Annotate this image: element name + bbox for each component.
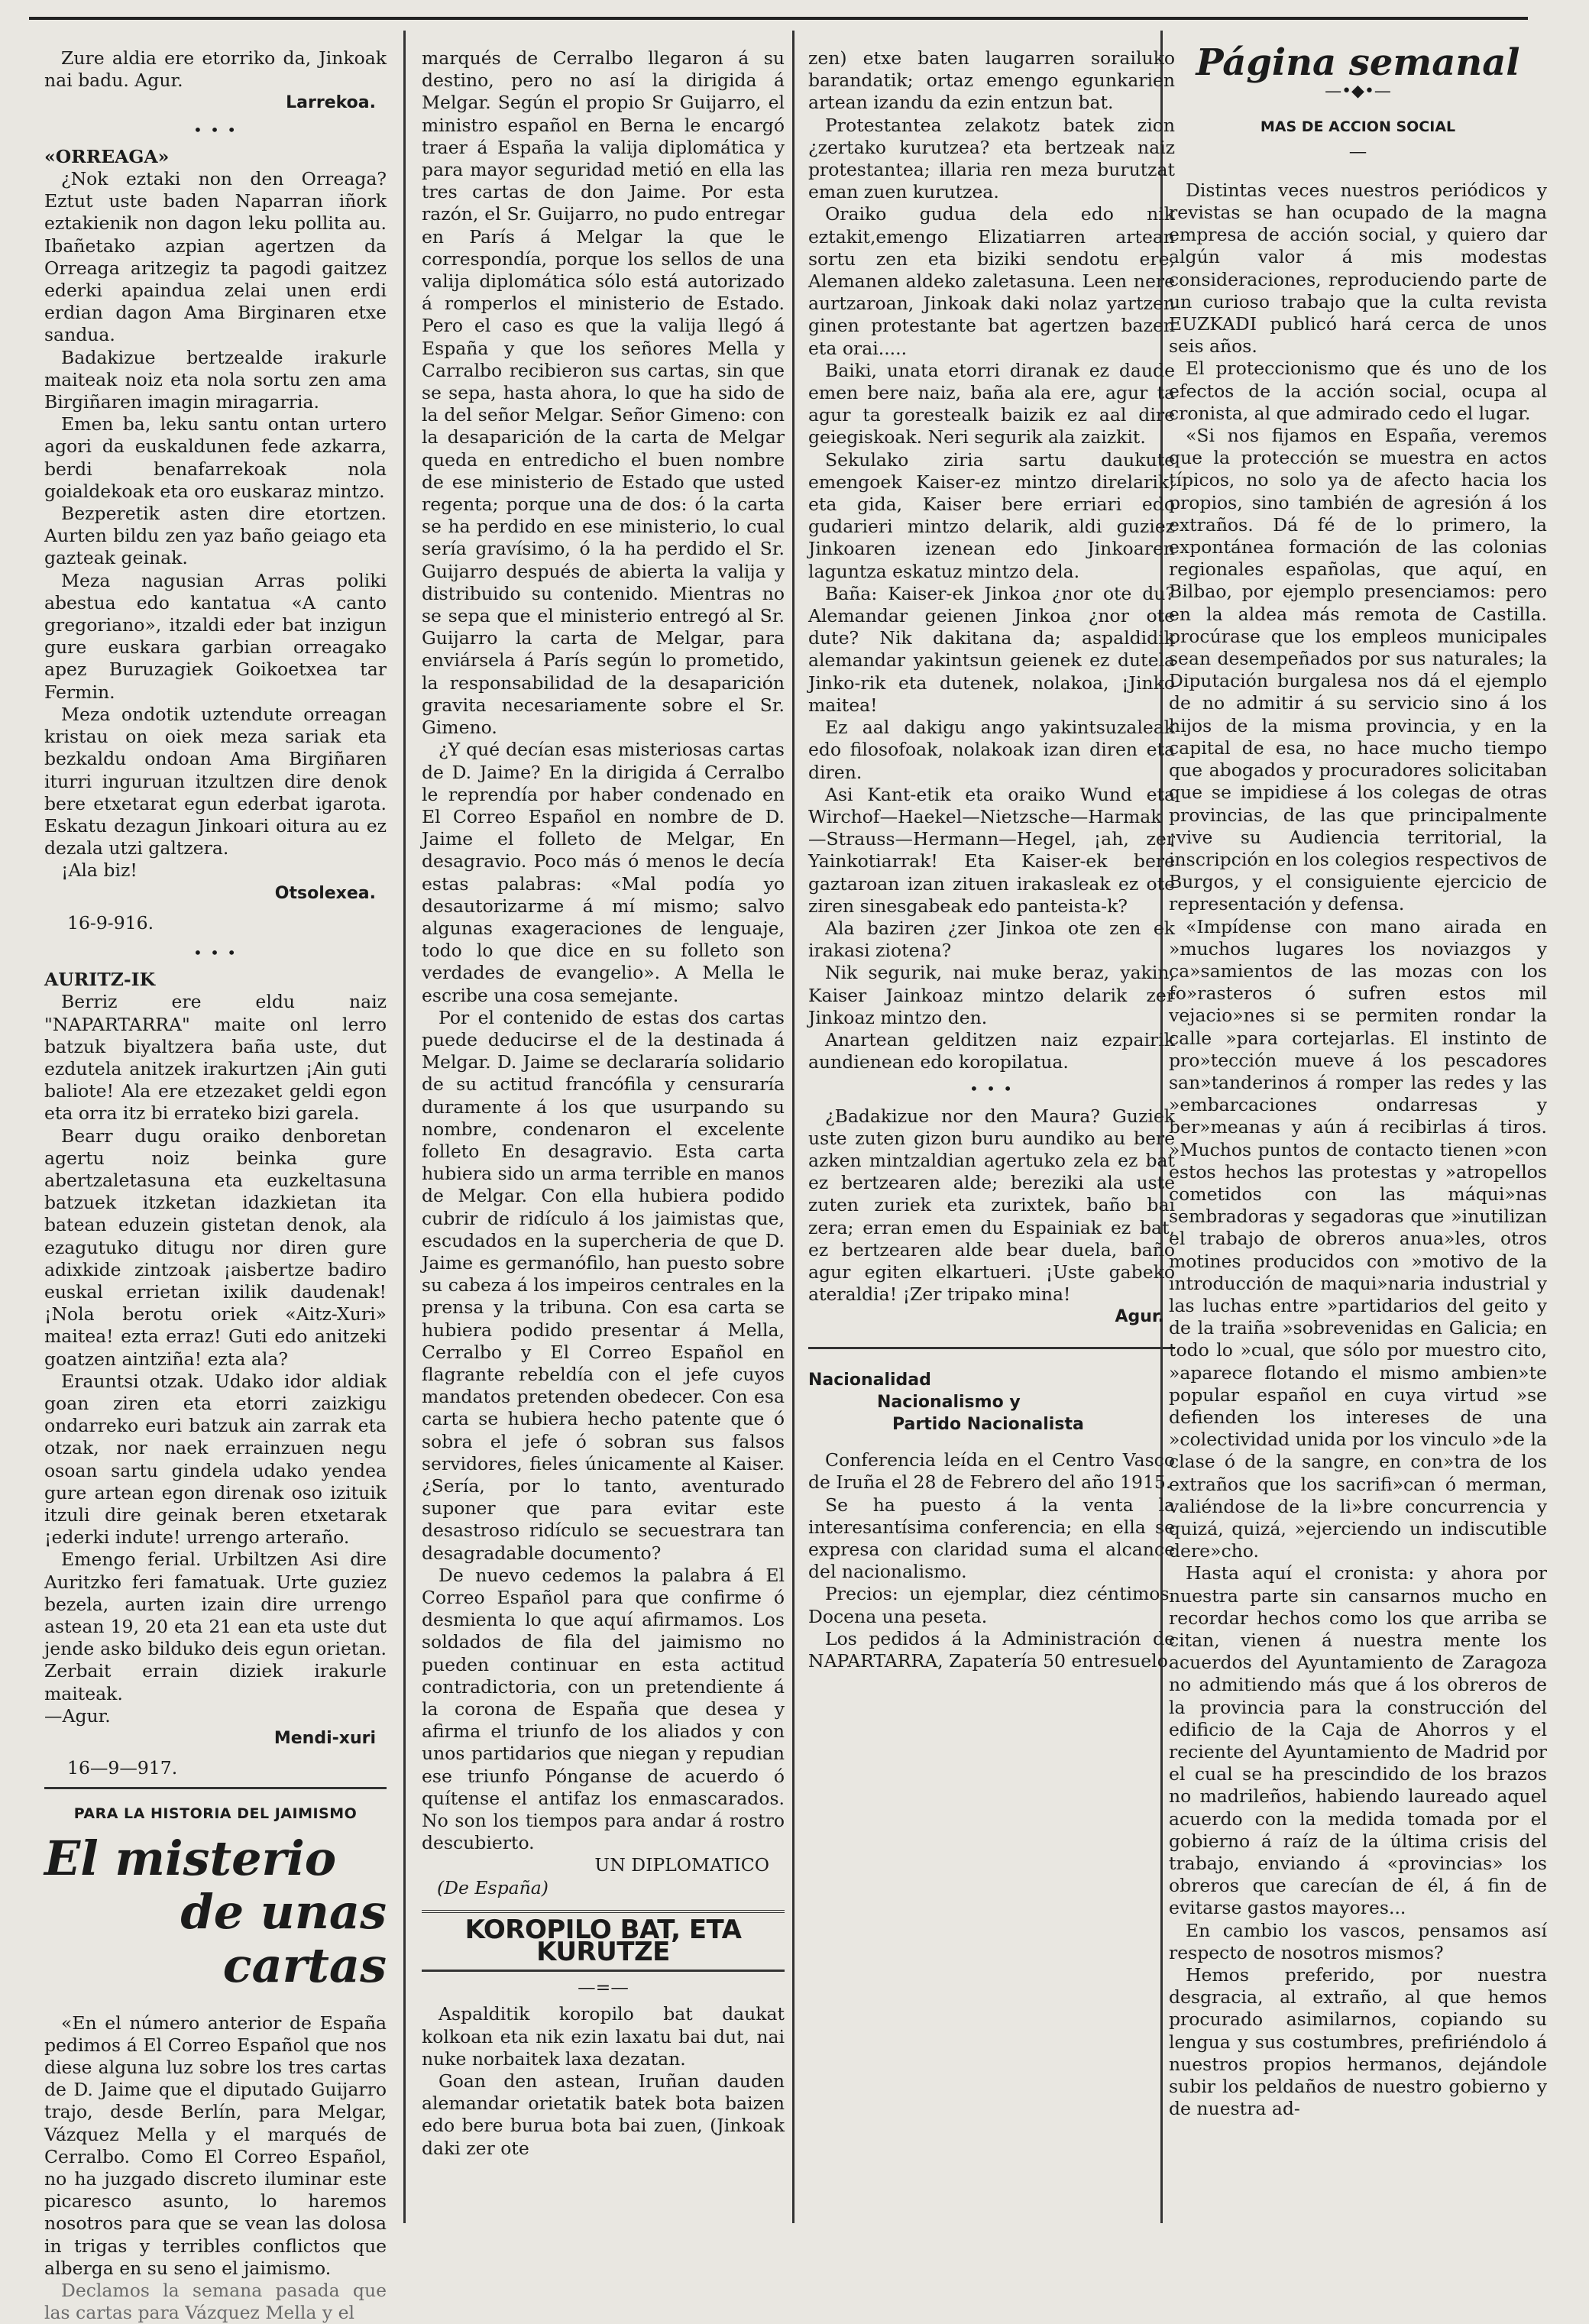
dateline: 16—9—917. bbox=[67, 1757, 178, 1779]
orreaga-heading: «ORREAGA» bbox=[44, 145, 170, 167]
auritz-paragraph: Erauntsi otzak. Udako idor aldiak goan ziren eta etorri zaizkigu ondarreko euri batzuk ain zarrak eta otzak, nor naek errainzuen negu osoan sartu gindela udako yendea gure artean egon direnak oso izituik itzuli dire geinak beren etxetarak ¡ederki indute! urrengo arteraño. bbox=[44, 1370, 387, 1549]
koropilo-paragraph: Oraiko gudua dela edo nik eztakit,emengo Elizatiarren artean sortu zen eta biziki sendotu ere, Alemanen aldeko zaletasuna. Leen nere aurtzaroan, Jinkoak daki nolaz yartzen ginen protestante bat agertzen bazen eta orai..... bbox=[808, 203, 1175, 359]
column-2 bbox=[422, 47, 785, 2217]
section-kicker: PARA LA HISTORIA DEL JAIMISMO bbox=[73, 1805, 358, 1823]
article-paragraph: ¿Y qué decían esas misteriosas cartas de D. Jaime? En la dirigida á Cerralbo le reprendía por haber condenado en El Correo Español en nombre de D. Jaime el folleto de Melgar, En desagravio. Poco más ó menos le decía estas palabras: «Mal podía yo desautorizarme á mí mismo; salvo algunas exageraciones de lenguaje, todo lo que dice en su folleto son verdades de evangelio». A Mella le escribe una cosa semejante. bbox=[422, 739, 785, 1006]
separator-stars: • • • bbox=[193, 120, 238, 139]
koropilo-paragraph: Anartean gelditzen naiz ezpairik aundienean edo koropilatua. bbox=[808, 1028, 1175, 1073]
column-rule-1 bbox=[403, 31, 406, 2223]
koropilo-paragraph: Baiki, unata etorri diranak ez daude emen bere naiz, baña ala ere, agur ta agur ta gorestealk baizik ez aal dire geiegiskoak. Neri segurik ala zaizkit. bbox=[808, 359, 1175, 448]
column-rule-2 bbox=[792, 31, 794, 2223]
article-paragraph: De nuevo cedemos la palabra á El Correo Español para que confirme ó desmienta lo que aquí afirmamos. Los soldados de fila del jaimismo no pueden continuar en esta actitud contradictoria, con un pretendiente á la corona de España que desea y afirma el triunfo de los aliados y con unos partidarios que niegan y repudian ese triunfo Pónganse de acuerdo ó quítense el antifaz los enmascarados. No son los tiempos para andar á rostro descubierto. bbox=[422, 1564, 785, 1854]
article-source: (De España) bbox=[437, 1876, 549, 1898]
auritz-paragraph: —Agur. bbox=[44, 1704, 111, 1727]
dash-ornament: — bbox=[1348, 140, 1367, 162]
ad-paragraph: Los pedidos á la Administración de NAPARTARRA, Zapatería 50 entresuelo. bbox=[808, 1627, 1175, 1672]
signature-otsolexea: Otsolexea. bbox=[274, 883, 376, 903]
article-paragraph: marqués de Cerralbo llegaron á su destino, pero no así la dirigida á Melgar. Según el propio Sr Guijarro, el ministro español en Berna le encargó traer á España la valija diplomática y para mayor seguridad metió en ella las tres cartas de don Jaime. Por esta razón, el Sr. Guijarro, no pudo entregar en París á Melgar la que le correspondía, porque los sellos de una valija diplomática sólo está autorizado á romperlos el ministerio de Estado. Pero el caso es que la valija llegó á España y que los señores Mella y Carralbo recibieron sus cartas, sin que se sepa, hasta ahora, lo que ha sido de la del señor Melgar. Señor Gimeno: con la desaparición de la carta de Melgar queda en entredicho el buen nombre de ese ministerio de Estado que usted regenta; porque una de dos: ó la carta se ha perdido en ese ministerio, lo cual sería gravísimo, ó la ha perdido el Sr. Guijarro después de abierta la valija y distribuido su contenido. Mientras no se sepa que el ministerio entregó al Sr. Guijarro la carta de Melgar, para enviársela á París según lo prometido, la responsabilidad de la desaparición gravita necesariamente sobre el Sr. Gimeno. bbox=[422, 47, 785, 739]
article-paragraph: Declamos la semana pasada que las cartas para Vázquez Mella y el bbox=[44, 2280, 387, 2324]
auritz-paragraph: Berriz ere eldu naiz "NAPARTARRA" maite onl lerro batzuk biyaltzera baña uste, dut ezdutela anitzek irakurtzen ¡Ain guti baliote! Ala ere etzezaket geldi egon eta orra itz bi errateko bizi garela. bbox=[44, 991, 387, 1125]
section-title: Página semanal bbox=[1196, 41, 1520, 84]
koropilo-paragraph: Baña: Kaiser-ek Jinkoa ¿nor ote du? Alemandar geienen Jinkoa ¿nor ote dute? Nik dakitana da; aspaldidik alemandar yakintsun geienek ez dutela Jinko-rik eta dutenek, nolakoa, ¡Jinko maitea! bbox=[808, 582, 1175, 716]
article-paragraph: «Si nos fijamos en España, veremos que la protección se muestra en actos típicos, no solo ya de afecto hacia los propios, sino también de agresión á los extraños. Dá fé de lo primero, la expontánea formación de las colonias regionales españolas, que aquí, en Bilbao, por ejemplo presenciamos: pero en la aldea más remota de Castilla. procúrase que los empleos municipales sean desempeñados por sus naturales; la Diputación burgalesa nos dá el ejemplo de no admitir á su servicio sino á los hijos de la misma provincia, y en la capital de esa, no hace mucho tiempo que abogados y procuradores solicitaban que se impidiese á los colegas de otras provincias, de las que principalmente ¡vive su Audiencia territorial, la inscripción en los colegios respectivos de Burgos, y el consiguiente ejercicio de representación y defensa. bbox=[1169, 425, 1547, 915]
koropilo-paragraph: Sekulako ziria sartu daukute emengoek Kaiser-ez mintzo direlarik; eta gida, Kaiser bere erriari edo gudarieri mintzo delarik, aldi guziez Jinkoaren izenean edo Jinkoaren laguntza eskatuz mintzo dela. bbox=[808, 448, 1175, 582]
orreaga-paragraph: ¡Ala biz! bbox=[61, 859, 138, 882]
ornament: —•◆•— bbox=[1325, 82, 1391, 102]
koropilo-paragraph: Protestantea zelakotz batek zion ¿zertako kurutzea? eta bertzeak naiz protestantea; illaria ren meza burutzat eman zuen kurutzea. bbox=[808, 114, 1175, 203]
koropilo-paragraph: Nik segurik, nai muke beraz, yakin, Kaiser Jainkoaz mintzo delarik zer Jinkoaz mintzo den. bbox=[808, 962, 1175, 1028]
ad-paragraph: Se ha puesto á la venta la interesantísima conferencia; en ella se expresa con claridad suma el alcance del nacionalismo. bbox=[808, 1494, 1175, 1583]
section-rule bbox=[44, 1787, 387, 1789]
article-paragraph: Por el contenido de estas dos cartas puede deducirse el de la destinada á Melgar. D. Jaime se declararía solidario de su actitud francófila y censuraría duramente á los que usurpando su nombre, condenaron el excelente folleto En desagravio. Esta carta hubiera sido un arma terrible en manos de Melgar. Con ella hubiera podido cubrir de ridículo á los jaimistas que, escudados en la supercheria de que D. Jaime es germanófilo, han puesto sobre su cabeza á los impeiros centrales en la prensa y la tribuna. Con esa carta se hubiera podido presentar á Mella, Cerralbo y El Correo Español en flagrante rebeldía con el jefe cuyos mandatos pretenden obedecer. Con esa carta se hubiera hecho patente que ó sobra el jefe ó sobran sus falsos servidores, fieles únicamente al Kaiser. ¿Sería, por lo tanto, aventurado suponer que para evitar este desastroso ridículo se secuestrara tan desagradable documento? bbox=[422, 1006, 785, 1564]
ad-paragraph: Conferencia leída en el Centro Vasco de Iruña el 28 de Febrero del año 1915. bbox=[808, 1449, 1175, 1494]
auritz-paragraph: Emengo ferial. Urbiltzen Asi dire Auritzko feri famatuak. Urte guziez bezela, aurten izain dire urrengo astean 19, 20 eta 21 ean eta uste dut jende asko bilduko deis egun orietan. Zerbait errain diziek irakurle maiteak. bbox=[44, 1549, 387, 1704]
signature-mendi-xuri: Mendi-xuri bbox=[273, 1729, 376, 1749]
ad-heading-line-1: Nacionalidad bbox=[808, 1370, 931, 1390]
orreaga-paragraph: Meza ondotik uztendute orreagan kristau on oiek meza sariak eta bezkaldu ondoan Ama Birgiñaren iturri inguruan itzultzen dire denok bere etxetarat egun ederbat igarota. Eskatu dezagun Jinkoari oitura au ez dezala utzi galtzera. bbox=[44, 703, 387, 859]
article-paragraph: «En el número anterior de España pedimos á El Correo Español que nos diese alguna luz sobre los tres cartas de D. Jaime que el diputado Guijarro trajo, desde Berlín, para Melgar, Vázquez Mella y el marqués de Cerralbo. Como El Correo Español, no ha juzgado discreto iluminar este picaresco asunto, lo haremos nosotros para que se vean las dolosa in trigas y terribles conflictos que alberga en su seno el jaimismo. bbox=[44, 2012, 387, 2279]
orreaga-paragraph: Bezperetik asten dire etortzen. Aurten bildu zen yaz baño geiago eta gazteak geinak. bbox=[44, 503, 387, 569]
koropilo-paragraph: Ala baziren ¿zer Jinkoa ote zen ek irakasi ziotena? bbox=[808, 917, 1175, 962]
article-paragraph: Distintas veces nuestros periódicos y revistas se han ocupado de la magna empresa de acción social, y quiero dar algún valor á mis modestas consideraciones, reproduciendo parte de un curioso trabajo que la culta revista EUZKADI publicó hará cerca de unos seis años. bbox=[1169, 179, 1547, 358]
signature-larrekoa: Larrekoa. bbox=[286, 93, 376, 113]
top-rule bbox=[29, 17, 1528, 20]
ad-heading-line-2: Nacionalismo y bbox=[877, 1392, 1021, 1412]
ad-paragraph: Precios: un ejemplar, diez céntimos. Docena una peseta. bbox=[808, 1583, 1175, 1627]
koropilo-paragraph: Ez aal dakigu ango yakintsuzaleak edo filosofoak, nolakoak izan diren eta diren. bbox=[808, 717, 1175, 783]
article-paragraph: Hemos preferido, por nuestra desgracia, al extraño, al que hemos procurado asimilarnos, copiando su lengua y sus costumbres, prefiriéndolo á nuestros propios hermanos, dejándole subir los peldaños de nuestro gobierno y de nuestra ad- bbox=[1169, 1964, 1547, 2120]
headline-line-1: El misterio bbox=[44, 1830, 337, 1886]
orreaga-paragraph: Badakizue bertzealde irakurle maiteak noiz eta nola sortu zen ama Birgiñaren imagin miragarria. bbox=[44, 346, 387, 413]
koropilo-paragraph: Asi Kant-etik eta oraiko Wund eta Wirchof—Haekel—Nietzsche—Harmak—Strauss—Hermann—Hegel, ¡ah, zer Yainkotiarrak! Eta Kaiser-ek bere gaztaroan izan zituen irakasleak ez ote ziren sinesgabeak edo panteista-k? bbox=[808, 783, 1175, 917]
auritz-heading: AURITZ-IK bbox=[44, 969, 156, 991]
signature-agur: Agur. bbox=[1115, 1307, 1164, 1327]
column-1 bbox=[44, 47, 387, 2324]
article-headline: MAS DE ACCION SOCIAL bbox=[1260, 118, 1456, 136]
orreaga-paragraph: ¿Nok eztaki non den Orreaga? Eztut uste baden Naparran iñork eztakienik non dagon leku pollita au. Ibañetako azpian agertzen da Orreaga aritzegiz ta pagodi gaitzez ederki apaindua zelai unen erdi erdian dagon Ama Birginaren etxe sandua. bbox=[44, 168, 387, 346]
intro-text: Zure aldia ere etorriko da, Jinkoak nai badu. Agur. bbox=[44, 47, 387, 92]
article-paragraph: El proteccionismo que és uno de los efectos de la acción social, ocupa al cronista, al que admirado cedo el lugar. bbox=[1169, 358, 1547, 424]
koropilo-headline: KOROPILO BAT, ETA KURUTZE bbox=[422, 1910, 785, 1972]
headline-line-2: de unas cartas bbox=[180, 1883, 387, 1993]
article-paragraph: Hasta aquí el cronista: y ahora por nuestra parte sin cansarnos mucho en recordar hechos como los que arriba se citan, vienen á nuestra mente los acuerdos del Ayuntamiento de Zaragoza no admitiendo más que á los obreros de la provincia para la construcción del edificio de la Caja de Ahorros y el reciente del Ayuntamiento de Madrid por el cual se ha prescindido de los brazos no madrileños, habiendo laureado aquel acuerdo con la medida tomada por el gobierno á raíz de la última crisis del trabajo, enviando á «provincias» los obreros que carecían de él, á fin de evitarse gastos mayores... bbox=[1169, 1562, 1547, 1919]
orreaga-paragraph: Emen ba, leku santu ontan urtero agori da euskaldunen fede azkarra, berdi benafarrekoak nola goialdekoak eta oro euskaraz mintzo. bbox=[44, 413, 387, 502]
article-paragraph: En cambio los vascos, pensamos así respecto de nosotros mismos? bbox=[1169, 1919, 1547, 1963]
koropilo-paragraph: Aspalditik koropilo bat daukat kolkoan eta nik ezin laxatu bai dut, nai nuke norbaitek laxa dezatan. bbox=[422, 2003, 785, 2070]
ornament: —=— bbox=[578, 1976, 629, 1999]
koropilo-paragraph: zen) etxe baten laugarren sorailuko barandatik; ortaz emengo egunkarien artean izandu da ezin entzun bat. bbox=[808, 47, 1175, 114]
section-rule bbox=[808, 1347, 1175, 1349]
dateline: 16-9-916. bbox=[67, 911, 154, 934]
ad-heading-line-3: Partido Nacionalista bbox=[892, 1414, 1084, 1434]
auritz-paragraph: Bearr dugu oraiko denboretan agertu noiz beinka gure abertzaletasuna eta euzkeltasuna batzuek itzketan idazkietan ita batean eduzein gistetan denok, ala ezagutuko ditugu nor diren gure adixkide zintzoak ¡aisbertze badiro euskal errietan ixilik daudenak! ¡Nola berotu oriek «Aitz-Xuri» maitea! ezta erraz! Guti edo anitzeki goatzen aintziña! ezta ala? bbox=[44, 1125, 387, 1370]
column-4 bbox=[1169, 41, 1547, 2217]
koropilo-paragraph: Goan den astean, Iruñan dauden alemandar orietatik batek bota baizen edo bere burua bota bai zuen, (Jinkoak daki zer ote bbox=[422, 2070, 785, 2159]
separator-stars: • • • bbox=[193, 943, 238, 962]
maura-paragraph: ¿Badakizue nor den Maura? Guziek uste zuten gizon buru aundiko au bere azken mintzaldian agertuko zela ez bat ez bertzearen alde; bereziki ala uste zuten zuriek eta zurixtek, baño bai zera; erran emen du Espainiak ez bat, ez bertzearen alde bear duela, baño agur egiten elkartueri. ¡Uste gabeko ateraldia! ¡Zer tripako mina! bbox=[808, 1105, 1175, 1306]
orreaga-paragraph: Meza nagusian Arras poliki abestua edo kantatua «A canto gregoriano», itzaldi eder bat inzigun gure euskara garbian orreagako apez Buruzagiek Goikoetxea tar Fermin. bbox=[44, 569, 387, 703]
article-signature: UN DIPLOMATICO bbox=[594, 1854, 769, 1876]
article-paragraph: «Impídense con mano airada en »muchos lugares los noviazgos y ca»samientos de las mozas con los fo»rasteros ó sufren estos mil vejacio»nes si se permiten rondar la calle »para cortejarlas. El instinto de pro»tección mueve á los pescadores san»tanderinos á romper las redes y las »embarcaciones ondarresas y ber»meanas y aún á recibirlas á tiros. »Muchos puntos de contacto tienen »con estos hechos las protestas y »atropellos cometidos con las máqui»nas sembradoras y segadoras que »inutilizan el trabajo de obreros anua»les, otros motines producidos con »motivo de la introducción de maqui»naria industrial y las luchas entre »partidarios del geito y de la traiña »sobrevenidas en Galicia; en todo lo »cual, que sólo por muestro cito, »aparece flotando el mismo ambien»te popular español en cuya virtud »se defienden los intereses de una »colectividad unida por los vinculo »de la clase ó de la sangre, en con»tra de los extraños que los sacrifi»can ó merman, valiéndose de la li»bre concurrencia y quizá, quizá, »ejerciendo un indiscutible dere»cho. bbox=[1169, 915, 1547, 1562]
column-3 bbox=[808, 47, 1175, 2217]
separator-stars: • • • bbox=[969, 1079, 1015, 1099]
